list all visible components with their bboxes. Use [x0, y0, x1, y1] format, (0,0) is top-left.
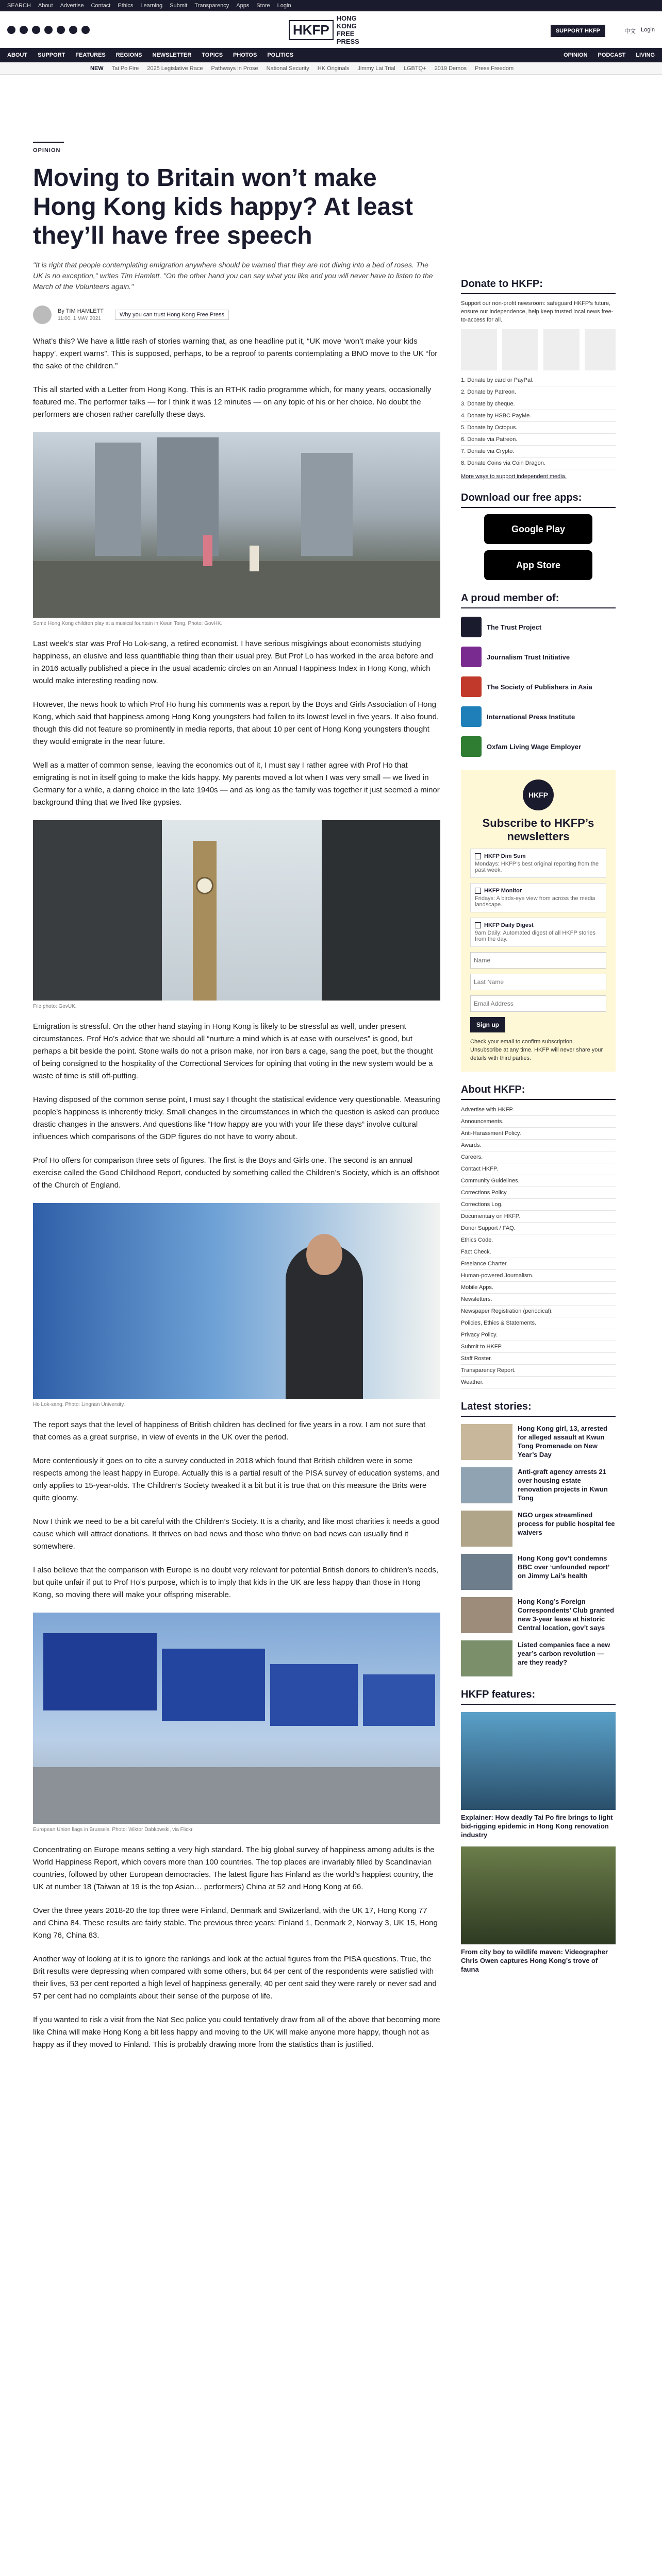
newsletter-option[interactable]: [470, 849, 606, 878]
donate-option[interactable]: 8. Donate Coins via Coin Dragon.: [461, 457, 616, 469]
more-ways-link[interactable]: More ways to support independent media.: [461, 473, 567, 480]
top-link[interactable]: Advertise: [60, 3, 84, 9]
tag-link[interactable]: 2025 Legislative Race: [147, 65, 203, 72]
top-link[interactable]: Login: [277, 3, 291, 9]
photo-child: [203, 535, 212, 566]
story-thumbnail: [461, 1424, 512, 1460]
tag-link[interactable]: Pathways in Prose: [211, 65, 258, 72]
twitter-icon[interactable]: [20, 26, 28, 34]
top-link[interactable]: Ethics: [118, 3, 134, 9]
about-link[interactable]: Corrections Log.: [461, 1199, 616, 1211]
member-list: [461, 616, 616, 758]
tag-link[interactable]: HK Originals: [317, 65, 350, 72]
article-paragraph: Emigration is stressful. On the other hand staying in Hong Kong is likely to be stressful as well, under present circumstances. Prof Ho’s advice that we should all “nurture a mind which is at ease with ourselves” is good, but perhaps a bit beside the point. Stone walls do not a prison make, nor iron bars a cage, sang the poet, but the thought of being consigned to the hospitality of the Correctional Services for opining that voting in the new system would be a waste of time is still off-putting.: [33, 1022, 433, 1080]
member-item[interactable]: [461, 735, 616, 758]
about-link[interactable]: Privacy Policy.: [461, 1329, 616, 1341]
tag-link[interactable]: National Security: [266, 65, 309, 72]
about-link[interactable]: Community Guidelines.: [461, 1175, 616, 1187]
article-paragraph: Another way of looking at it is to ignore the rankings and look at the actual figures from the PISA questions. True, the Brit results were depressing when compared with some others, but 64 per cent of the respondents were satisfied with their lives, 53 per cent reported a high level of happiness generally, 40 per cent said they were rarely or never sad and 57 per cent had no complaints about their sense of the purpose of life.: [33, 1955, 437, 2001]
newsletter-option-name: HKFP Monitor: [484, 888, 522, 894]
nav-item[interactable]: ABOUT: [7, 52, 28, 58]
article: [33, 142, 440, 2051]
article-lede: "It is right that people contemplating emigration anywhere should be warned that they are not diving into a bed of roses. The UK is no exception," writes Tim Hamlett. "On the other hand you can say what you like and you will never have to listen to the March of the Volunteers again.": [33, 261, 433, 291]
social-icons: [7, 26, 90, 34]
top-link[interactable]: Learning: [140, 3, 163, 9]
article-paragraph: What’s this? We have a little rash of stories warning that, as one headline put it, “UK move ‘won’t make your kids happy’, expert warns”. This is supposed, perhaps, to be a reproof to parents contemplating a BNO move to the UK “for the sake of the children.”: [33, 337, 438, 370]
newsletter-option-name: HKFP Dim Sum: [484, 853, 526, 859]
article-paragraph: Well as a matter of common sense, leaving the economics out of it, I must say I rather agree with Prof Ho that emigrating is not in itself going to make the kids happy. My parents moved a lot when I was very small — we lived in Germany for a while, a daring choice in the late 1940s — and as long as the family was together it just seemed a minor background thing that we lived like gypsies.: [33, 761, 440, 807]
section-label[interactable]: OPINION: [33, 142, 64, 154]
member-item[interactable]: [461, 675, 616, 698]
tag-link[interactable]: Tai Po Fire: [111, 65, 139, 72]
sign-up-button[interactable]: Sign up: [470, 1017, 505, 1032]
story-thumbnail: [461, 1554, 512, 1590]
nav-item[interactable]: POLITICS: [267, 52, 294, 58]
feature-title[interactable]: From city boy to wildlife maven: Videographer Chris Owen captures Hong Kong’s trove of fauna: [461, 1948, 608, 1974]
feature-story[interactable]: [461, 1712, 616, 1839]
photo-building: [301, 453, 353, 556]
photo-clock-tower: [193, 841, 217, 1001]
story-title[interactable]: Hong Kong gov’t condemns BBC over ‘unfounded report’ on Jimmy Lai’s health: [518, 1554, 609, 1580]
article-photo-big-ben: [33, 820, 440, 1001]
article-paragraph: The report says that the level of happiness of British children has declined for five years in a row. I am not sure that that comes as a great surprise, in view of events in the UK over the period.: [33, 1420, 426, 1442]
about-link[interactable]: Ethics Code.: [461, 1234, 616, 1246]
newsletter-option[interactable]: [470, 918, 606, 947]
member-widget: [461, 592, 616, 758]
article-body-1: [33, 335, 440, 421]
about-link[interactable]: Anti-Harassment Policy.: [461, 1128, 616, 1140]
telegram-icon[interactable]: [69, 26, 77, 34]
newsletter-logo: HKFP: [523, 779, 554, 810]
byline-text: [58, 308, 104, 321]
article-paragraph: I also believe that the comparison with Europe is no doubt very relevant for potential British donors to children’s needs, but quite unfair if put to Prof Ho’s purpose, which is to imply that kids in the UK are less happy than those in Hong Kong, so moving there will make your offspring miserable.: [33, 1566, 438, 1599]
nav-item[interactable]: LIVING: [636, 52, 655, 58]
tag-link[interactable]: LGBTQ+: [403, 65, 426, 72]
member-item[interactable]: [461, 616, 616, 638]
nav-item[interactable]: SUPPORT: [38, 52, 65, 58]
article-paragraph: Last week’s star was Prof Ho Lok-sang, a retired economist. I have serious misgivings about economists studying happiness, an elusive and less quantifiable thing than their usual prey. But Prof Lo has worked in the area before and in 2016 actually published a piece in the usual academic circles on an Annual Happiness Index in Hong Kong, which would make interesting reading now.: [33, 639, 434, 685]
top-link[interactable]: Store: [256, 3, 270, 9]
top-link[interactable]: Apps: [236, 3, 250, 9]
about-link[interactable]: Human-powered Journalism.: [461, 1270, 616, 1282]
nav-item[interactable]: REGIONS: [115, 52, 142, 58]
features-widget: [461, 1689, 616, 1974]
trending-tags: [0, 62, 662, 75]
header-links: [624, 27, 655, 35]
sidebar: [461, 278, 616, 1986]
member-name: Journalism Trust Initiative: [487, 653, 570, 661]
about-link[interactable]: Contact HKFP.: [461, 1163, 616, 1175]
tag-items: [90, 65, 514, 72]
about-list: [461, 1104, 616, 1388]
features-list: [461, 1712, 616, 1974]
top-link[interactable]: Transparency: [194, 3, 229, 9]
photo-person-silhouette: [33, 820, 162, 1001]
about-link[interactable]: Careers.: [461, 1151, 616, 1163]
rss-icon[interactable]: [81, 26, 90, 34]
donate-option[interactable]: 3. Donate by cheque.: [461, 398, 616, 410]
article-paragraph: Now I think we need to be a bit careful with the Children’s Society. It is a charity, and like most charities it needs a good cause which will attract donations. It thrives on bad news and those who thrive on bad news can usually find it somewhere.: [33, 1517, 439, 1551]
logo-line2: FREE PRESS: [336, 30, 359, 45]
photo-building: [33, 1767, 440, 1824]
about-widget: [461, 1084, 616, 1388]
nav-item[interactable]: PODCAST: [598, 52, 626, 58]
byline: [33, 306, 440, 324]
donate-heading: Donate to HKFP:: [461, 278, 616, 294]
linkedin-icon[interactable]: [57, 26, 65, 34]
newsletter-options: [470, 849, 606, 947]
checkbox-icon[interactable]: [475, 888, 481, 894]
app-store-button[interactable]: App Store: [484, 550, 592, 580]
newsletter-note: Check your email to confirm subscription. Unsubscribe at any time. HKFP will never share your details with third parties.: [470, 1039, 603, 1062]
top-links: [7, 3, 291, 9]
name-field[interactable]: [470, 952, 606, 969]
nav-item[interactable]: OPINION: [564, 52, 588, 58]
photo-person-silhouette: [322, 820, 440, 1001]
apps-heading: Download our free apps:: [461, 492, 616, 508]
donate-option[interactable]: 5. Donate by Octopus.: [461, 422, 616, 434]
about-link[interactable]: Donor Support / FAQ.: [461, 1223, 616, 1234]
member-item[interactable]: [461, 646, 616, 668]
photo-building: [95, 443, 141, 556]
donate-options: [461, 375, 616, 469]
article-title: Moving to Britain won’t make Hong Kong kids happy? At least they’ll have free speech: [33, 164, 413, 249]
article-photo-eu-flags: [33, 1613, 440, 1824]
last-name-field[interactable]: [470, 974, 606, 990]
about-link[interactable]: Awards.: [461, 1140, 616, 1151]
newsletter-option-desc: 9am Daily: Automated digest of all HKFP stories from the day.: [475, 930, 595, 943]
author-avatar: [33, 306, 52, 324]
article-photo-fountain: [33, 432, 440, 618]
latest-story[interactable]: [461, 1640, 616, 1676]
checkbox-icon[interactable]: [475, 922, 481, 928]
about-link[interactable]: Transparency Report.: [461, 1365, 616, 1377]
feature-image: [461, 1712, 616, 1810]
photo-caption: Ho Lok-sang. Photo: Lingnan University.: [33, 1402, 125, 1408]
feature-story[interactable]: [461, 1846, 616, 1974]
tag-link[interactable]: Press Freedom: [474, 65, 514, 72]
email-field[interactable]: [470, 995, 606, 1012]
article-paragraph: If you wanted to risk a visit from the Nat Sec police you could tentatively draw from all of the above that becoming more like China will make Hong Kong a bit less happy and moving to the UK will make anyone more happy, though not as happy as if they moved to Finland. This is probably drawing more from the statistics than is justified.: [33, 2015, 440, 2049]
lang-chinese-link[interactable]: 中文: [624, 28, 636, 35]
member-name: The Trust Project: [487, 623, 542, 631]
story-title[interactable]: NGO urges streamlined process for public hospital fee waivers: [518, 1511, 615, 1537]
photo-eu-flag: [162, 1649, 265, 1721]
member-logo-icon: [461, 617, 482, 637]
donate-option[interactable]: 4. Donate by HSBC PayMe.: [461, 410, 616, 422]
youtube-icon[interactable]: [44, 26, 53, 34]
article-paragraph: This all started with a Letter from Hong Kong. This is an RTHK radio programme which, for many years, occasionally featured me. The performer talks — for I think it was 12 minutes — on any topic of his or her choice. No doubt the performers are chosen rather carefully these days.: [33, 385, 432, 419]
latest-story[interactable]: [461, 1467, 616, 1503]
about-link[interactable]: Corrections Policy.: [461, 1187, 616, 1199]
about-link[interactable]: Staff Roster.: [461, 1353, 616, 1365]
article-paragraph: Concentrating on Europe means setting a very high standard. The big global survey of happiness among adults is the World Happiness Report, which covers more than 100 countries. The top places are invariably filled by Scandinavian countries, followed by other European democracies. The latest figure has Finland as the world’s happiest country, the UK at number 18 (Taiwan at 19 is the top Asian… performers) China at 52 and Hong Kong at 66.: [33, 1845, 435, 1891]
latest-story[interactable]: [461, 1424, 616, 1460]
about-link[interactable]: Freelance Charter.: [461, 1258, 616, 1270]
about-heading: About HKFP:: [461, 1084, 616, 1100]
nav-items: [7, 52, 293, 58]
top-link[interactable]: Contact: [91, 3, 111, 9]
article-paragraph: Over the three years 2018-20 the top three were Finland, Denmark and Switzerland, with the UK 17, Hong Kong 77 and China 84. These results are fairly stable. The previous three years: Finland 1, Denmark 2, Norway 3, UK 15, Hong Kong 76, China 83.: [33, 1906, 438, 1940]
story-title[interactable]: Listed companies face a new year’s carbon revolution — are they ready?: [518, 1641, 610, 1667]
logo-mark: HKFP: [289, 20, 334, 40]
apps-widget: [461, 492, 616, 580]
article-paragraph: Prof Ho offers for comparison three sets of figures. The first is the Boys and Girls one. The second is an annual exercise called the Good Childhood Report, conducted by something called the Children’s Society, which is an offshoot of the Church of England.: [33, 1156, 439, 1190]
nav-item[interactable]: TOPICS: [202, 52, 223, 58]
photo-caption: File photo: GovUK.: [33, 1004, 77, 1009]
story-title[interactable]: Hong Kong girl, 13, arrested for alleged assault at Kwun Tong Promenade on New Year’s Day: [518, 1425, 608, 1459]
logo-line1: HONG KONG: [336, 14, 357, 30]
photo-ground: [33, 561, 440, 618]
story-title[interactable]: Hong Kong’s Foreign Correspondents’ Club granted new 3-year lease at historic Central location, gov’t says: [518, 1598, 615, 1632]
latest-widget: [461, 1401, 616, 1676]
photo-eu-flag: [270, 1664, 358, 1726]
article-paragraph: Having disposed of the common sense point, I must say I thought the statistical evidence very questionable. Measuring people’s happiness is inherently tricky. Small changes in the circumstances in which the question is asked can produce drastic changes in the answers. And questions like “How happy are you with your life these days” involve cultural influences which comparisons of the GDP figures do not have to worry about.: [33, 1095, 440, 1141]
member-name: International Press Institute: [487, 713, 575, 721]
instagram-icon[interactable]: [32, 26, 40, 34]
donate-option[interactable]: 6. Donate via Patreon.: [461, 434, 616, 446]
photo-child: [250, 546, 259, 571]
latest-story[interactable]: [461, 1554, 616, 1590]
google-play-button[interactable]: Google Play: [484, 514, 592, 544]
newsletter-option[interactable]: [470, 883, 606, 912]
about-link[interactable]: Policies, Ethics & Statements.: [461, 1317, 616, 1329]
member-logo-icon: [461, 736, 482, 757]
top-link[interactable]: SEARCH: [7, 3, 31, 9]
donate-intro[interactable]: Support our non-profit newsroom: safeguard HKFP’s future, ensure our independence, help keep trusted local news free-to-access for all.: [461, 300, 614, 323]
about-link[interactable]: Weather.: [461, 1377, 616, 1388]
article-photo-ho-lok-sang: [33, 1203, 440, 1399]
support-button[interactable]: SUPPORT HKFP: [551, 25, 605, 37]
latest-heading: Latest stories:: [461, 1401, 616, 1417]
donate-image-row: [461, 329, 616, 370]
latest-story[interactable]: [461, 1511, 616, 1547]
about-link[interactable]: Advertise with HKFP.: [461, 1104, 616, 1116]
about-link[interactable]: Documentary on HKFP.: [461, 1211, 616, 1223]
main-nav: [0, 48, 662, 62]
article-paragraph: More contentiously it goes on to cite a survey conducted in 2018 which found that British children were in some respects among the least happy in Europe. Actually this is a partial result of the PISA survey of education systems, and only applies to 15-year-olds. The Children’s Society tweaked it a bit but it is true that on this measure the Brits were quite gloomy.: [33, 1456, 439, 1502]
newsletter-title: Subscribe to HKFP’s newsletters: [482, 817, 594, 843]
donate-option[interactable]: 1. Donate by card or PayPal.: [461, 375, 616, 386]
photo-clock-face: [196, 877, 213, 894]
photo-eu-flag: [363, 1674, 435, 1726]
photo-speaker-head: [306, 1234, 342, 1275]
member-name: The Society of Publishers in Asia: [487, 683, 592, 691]
newsletter-option-desc: Fridays: A birds-eye view from across the media landscape.: [475, 895, 595, 908]
newsletter-option-desc: Mondays: HKFP’s best original reporting from the past week.: [475, 861, 599, 874]
member-logo-icon: [461, 676, 482, 697]
article-body-5: [33, 1844, 440, 2051]
photo-caption: Some Hong Kong children play at a musical fountain in Kwun Tong. Photo: GovHK.: [33, 621, 223, 626]
about-link[interactable]: Fact Check.: [461, 1246, 616, 1258]
latest-list: [461, 1424, 616, 1676]
article-body-3: [33, 1021, 440, 1192]
new-label: NEW: [90, 65, 104, 72]
about-link[interactable]: Mobile Apps.: [461, 1282, 616, 1294]
photo-eu-flag: [43, 1633, 157, 1710]
story-thumbnail: [461, 1511, 512, 1547]
features-heading: HKFP features:: [461, 1689, 616, 1705]
story-thumbnail: [461, 1640, 512, 1676]
nav-right-items: [564, 52, 655, 58]
article-body-4: [33, 1419, 440, 1601]
publish-date: 11:00, 1 MAY 2021: [58, 316, 101, 321]
member-heading: A proud member of:: [461, 592, 616, 608]
member-name: Oxfam Living Wage Employer: [487, 742, 582, 751]
story-title[interactable]: Anti-graft agency arrests 21 over housing estate renovation projects in Kwun Tong: [518, 1468, 608, 1502]
donate-widget: [461, 278, 616, 480]
nav-item[interactable]: NEWSLETTER: [152, 52, 192, 58]
about-link[interactable]: Submit to HKFP.: [461, 1341, 616, 1353]
tag-link[interactable]: Jimmy Lai Trial: [357, 65, 395, 72]
article-body-2: [33, 638, 440, 809]
checkbox-icon[interactable]: [475, 853, 481, 859]
author-name[interactable]: By TIM HAMLETT: [58, 308, 104, 314]
latest-story[interactable]: [461, 1597, 616, 1633]
member-logo-icon: [461, 706, 482, 727]
top-link[interactable]: Submit: [170, 3, 188, 9]
newsletter-widget: [461, 770, 616, 1072]
feature-title[interactable]: Explainer: How deadly Tai Po fire brings to light bid-rigging epidemic in Hong Kong renovation industry: [461, 1814, 613, 1839]
story-thumbnail: [461, 1597, 512, 1633]
article-paragraph: However, the news hook to which Prof Ho hung his comments was a report by the Boys and Girls Association of Hong Kong, which said that happiness among Hong Kong youngsters had fallen to its lowest level in five years. It also found, though this did not feature so prominently in media reports, that about 10 per cent of Hong Kong youngsters thought they would emigrate in the near future.: [33, 700, 439, 746]
feature-image: [461, 1846, 616, 1944]
donate-option[interactable]: 7. Donate via Crypto.: [461, 446, 616, 457]
member-item[interactable]: [461, 705, 616, 728]
about-link[interactable]: Announcements.: [461, 1116, 616, 1128]
site-logo[interactable]: [289, 14, 376, 45]
tag-link[interactable]: 2019 Demos: [434, 65, 467, 72]
logo-text: [337, 14, 376, 45]
about-link[interactable]: Newsletters.: [461, 1294, 616, 1306]
why-trust-link[interactable]: Why you can trust Hong Kong Free Press: [115, 310, 229, 320]
facebook-icon[interactable]: [7, 26, 15, 34]
top-link[interactable]: About: [38, 3, 53, 9]
newsletter-option-name: HKFP Daily Digest: [484, 922, 534, 929]
member-logo-icon: [461, 647, 482, 667]
login-link[interactable]: Login: [641, 27, 655, 33]
photo-caption: European Union flags in Brussels. Photo: Wiktor Dabkowski, via Flickr.: [33, 1827, 194, 1833]
nav-item[interactable]: PHOTOS: [233, 52, 257, 58]
nav-item[interactable]: FEATURES: [75, 52, 106, 58]
donate-option[interactable]: 2. Donate by Patreon.: [461, 386, 616, 398]
story-thumbnail: [461, 1467, 512, 1503]
about-link[interactable]: Newspaper Registration (periodical).: [461, 1306, 616, 1317]
top-utility-bar: [0, 0, 662, 11]
